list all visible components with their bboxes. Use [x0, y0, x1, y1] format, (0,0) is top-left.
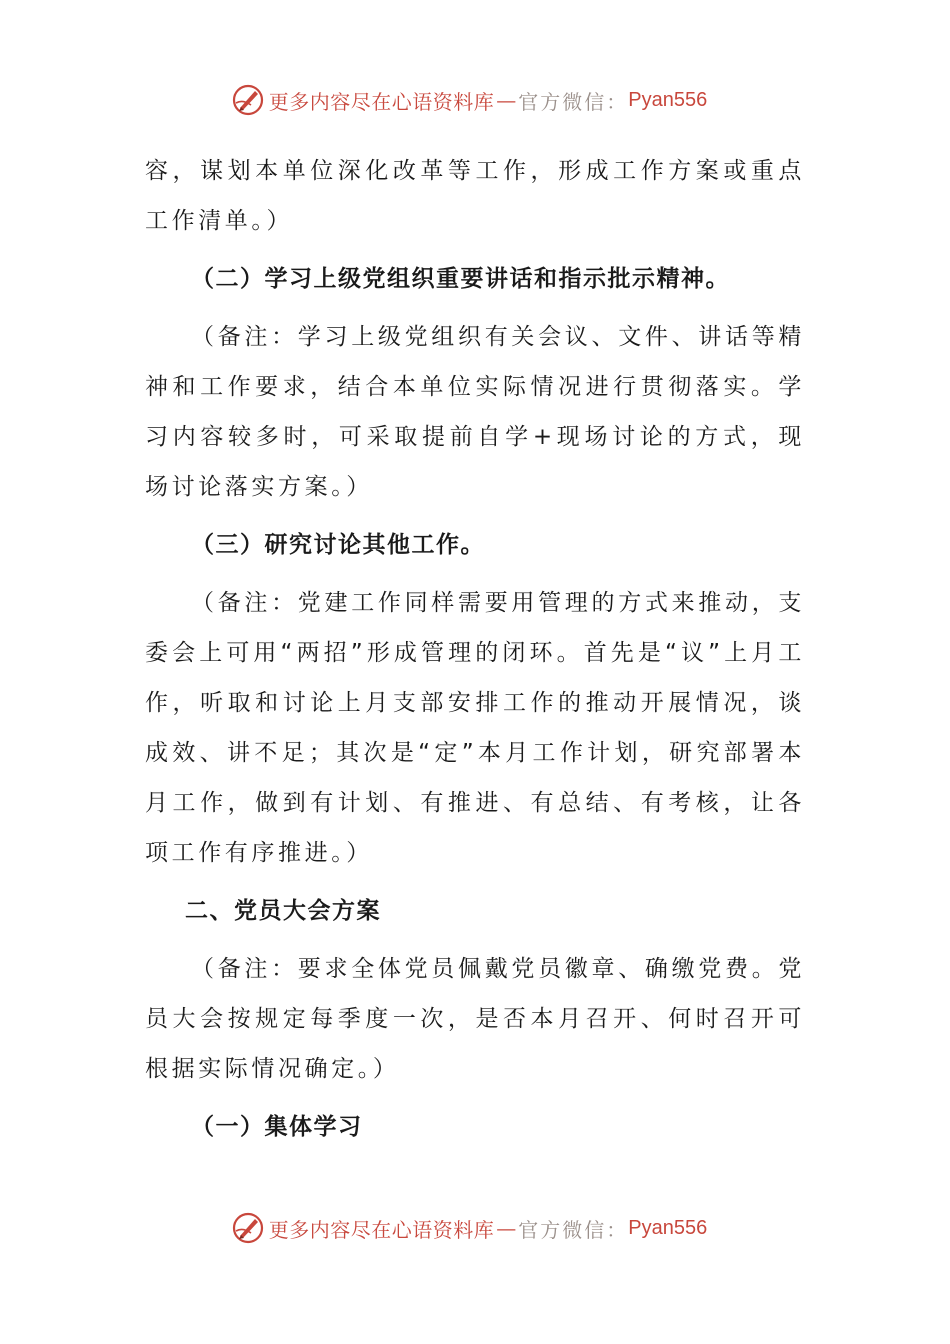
watermark-official-label: 官方微信： — [518, 1217, 629, 1242]
watermark-wechat-id: Pyan556 — [628, 1216, 708, 1239]
watermark-text: 更多内容尽在心语资料库 — [268, 1217, 495, 1242]
watermark-dash: — — [496, 88, 517, 112]
note-party-meeting: （备注：要求全体党员佩戴党员徽章、确缴党费。党员大会按规定每季度一次，是否本月召开、何时召开可根据实际情况确定。） — [145, 956, 805, 1082]
header-watermark — [0, 80, 950, 120]
note-other-work: （备注：党建工作同样需要用管理的方式来推动，支委会上可用“两招”形成管理的闭环。首先是“议”上月工作，听取和讨论上月支部安排工作的推动开展情况，谈成效、讲不足；其次是“定”本月工作计划，研究部署本月工作，做到有计划、有推进、有总结、有考核，让各项工作有序推进。） — [145, 590, 805, 866]
note-study-speeches: （备注：学习上级党组织有关会议、文件、讲话等精神和工作要求，结合本单位实际情况进行贯彻落实。学习内容较多时，可采取提前自学+现场讨论的方式，现场讨论落实方案。） — [145, 324, 805, 500]
paragraph-continuation: 容，谋划本单位深化改革等工作，形成工作方案或重点工作清单。） — [145, 158, 805, 234]
watermark-wechat-id: Pyan556 — [628, 88, 708, 111]
watermark-official-label: 官方微信： — [518, 89, 629, 114]
subheading-study-speeches: （二）学习上级党组织重要讲话和指示批示精神。 — [191, 266, 730, 292]
pen-logo-icon — [231, 83, 265, 117]
document-body — [145, 146, 805, 1160]
subheading-other-work: （三）研究讨论其他工作。 — [191, 532, 485, 558]
watermark-text: 更多内容尽在心语资料库 — [268, 89, 495, 114]
pen-logo-icon — [231, 1211, 265, 1245]
footer-watermark — [0, 1208, 950, 1248]
watermark-dash: — — [496, 1216, 517, 1240]
subheading-collective-study: （一）集体学习 — [191, 1114, 363, 1140]
section-heading-party-meeting: 二、党员大会方案 — [185, 898, 381, 924]
